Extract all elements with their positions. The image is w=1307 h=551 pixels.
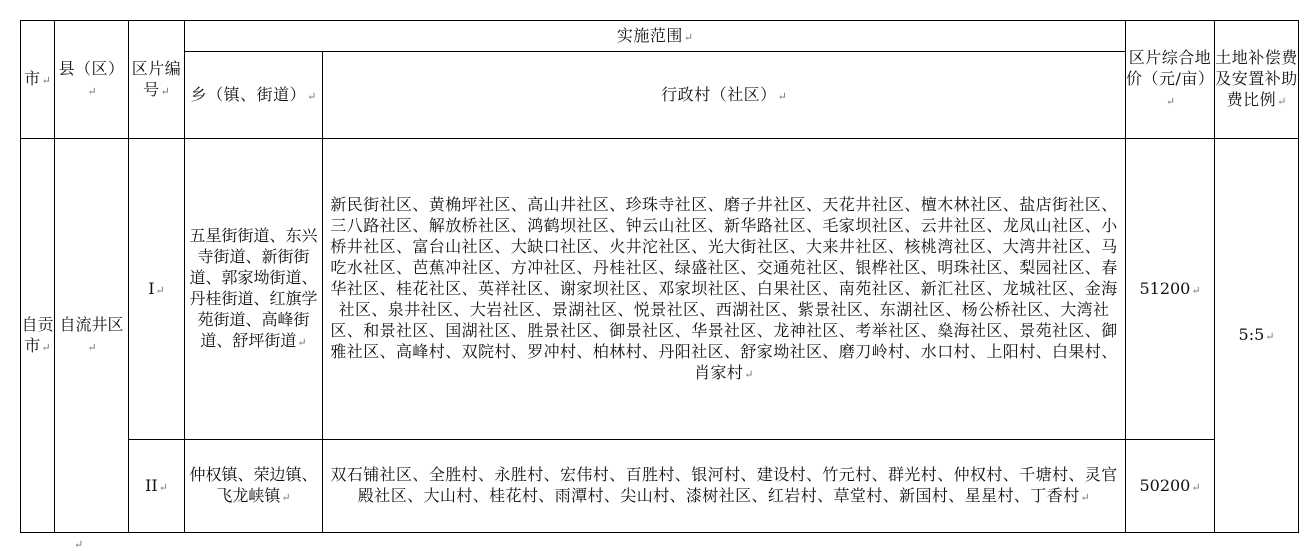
zone-cell: I↵ [129, 139, 185, 440]
header-zone-number: 区片编号↵ [129, 21, 185, 139]
price-cell: 50200↵ [1126, 440, 1215, 533]
header-scope: 实施范围↵ [185, 21, 1126, 52]
paragraph-end-mark: ↵ [74, 538, 84, 551]
header-village: 行政村（社区）↵ [323, 52, 1126, 139]
villages-cell: 新民街社区、黄桷坪社区、高山井社区、珍珠寺社区、磨子井社区、天花井社区、檀木林社区、盐店街社区、三八路社区、解放桥社区、鸿鹤坝社区、钟云山社区、新华路社区、毛家坝社区、云井社区、龙凤山社区、小桥井社区、富台山社区、大缺口社区、火井沱社区、光大街社区、大来井社区、核桃湾社区、大湾井社区、马吃水社区、芭蕉冲社区、方冲社区、丹桂社区、绿盛社区、交通苑社区、银桦社区、明珠社区、梨园社区、春华社区、桂花社区、英祥社区、谢家坝社区、邓家坝社区、白果社区、南苑社区、新汇社区、龙城社区、金海社区、泉井社区、大岩社区、景湖社区、悦景社区、西湖社区、紫景社区、东湖社区、杨公桥社区、大湾社区、和景社区、国湖社区、胜景社区、御景社区、华景社区、龙神社区、考举社区、燊海社区、景苑社区、御雅社区、高峰村、双院村、罗冲村、柏林村、丹阳社区、舒家坳社区、磨刀岭村、水口村、上阳村、白果村、肖家村↵ [323, 139, 1126, 440]
price-cell: 51200↵ [1126, 139, 1215, 440]
ratio-cell: 5:5↵ [1215, 139, 1299, 533]
zone-cell: II↵ [129, 440, 185, 533]
township-cell: 仲权镇、荣边镇、飞龙峡镇↵ [185, 440, 323, 533]
villages-cell: 双石铺社区、全胜村、永胜村、宏伟村、百胜村、银河村、建设村、竹元村、群光村、仲权村、千塘村、灵官殿社区、大山村、桂花村、雨潭村、尖山村、漆树社区、红岩村、草堂村、新国村、星星村、丁香村↵ [323, 440, 1126, 533]
table-row [21, 440, 1299, 533]
township-cell: 五星街街道、东兴寺街道、新街街道、郭家坳街道、丹桂街道、红旗学苑街道、高峰街道、舒坪街道↵ [185, 139, 323, 440]
header-ratio: 土地补偿费及安置补助费比例↵ [1215, 21, 1299, 139]
header-county: 县（区）↵ [55, 21, 129, 139]
header-price: 区片综合地价（元/亩）↵ [1126, 21, 1215, 139]
header-township: 乡（镇、街道）↵ [185, 52, 323, 139]
land-price-table [20, 20, 1299, 533]
county-cell: 自流井区↵ [55, 139, 129, 533]
header-city: 市↵ [21, 21, 55, 139]
table-row [21, 139, 1299, 440]
city-cell: 自贡市↵ [21, 139, 55, 533]
